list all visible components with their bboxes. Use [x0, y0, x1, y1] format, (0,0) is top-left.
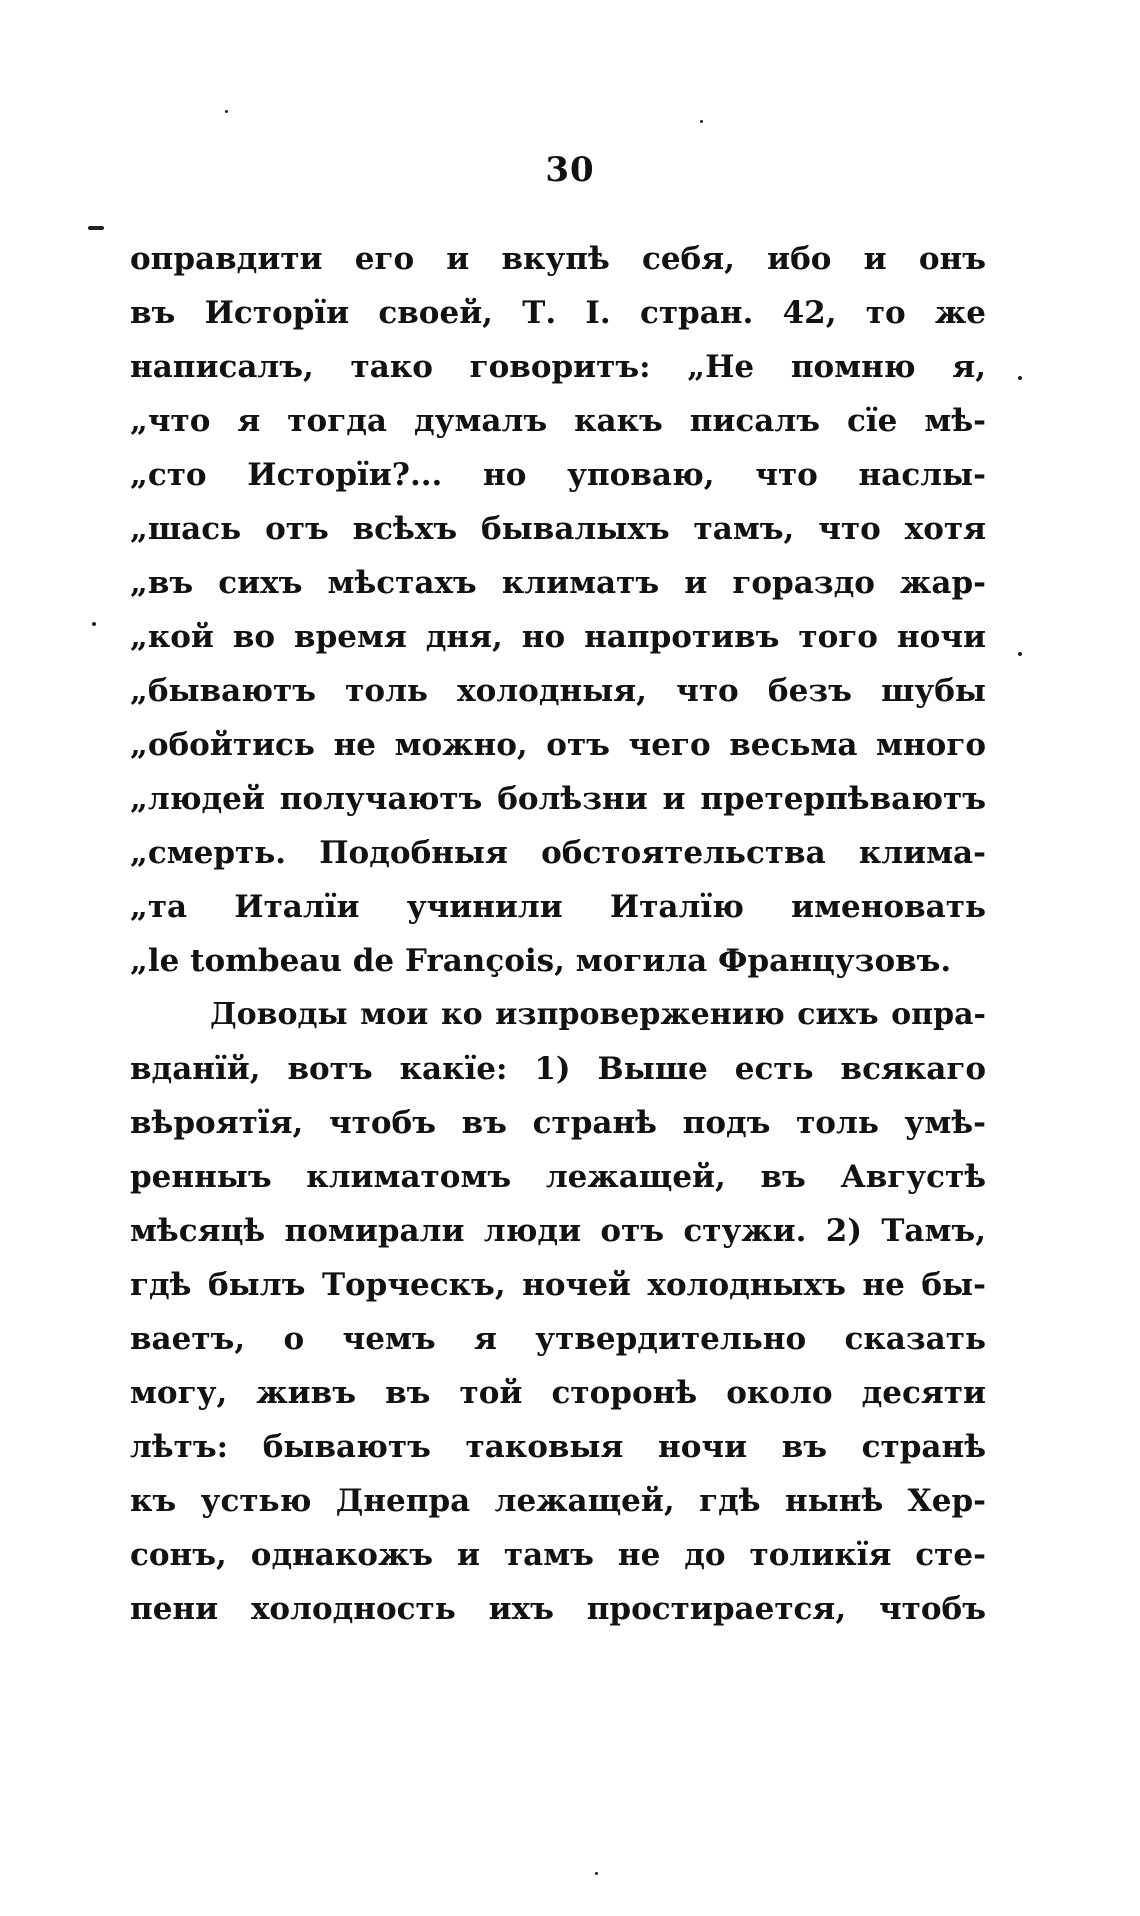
speck-mark	[700, 120, 703, 123]
text-line: „та Италїи учинили Италїю именовать	[130, 889, 986, 925]
paragraph-first-line: Доводы мои ко изпровержению сихъ опра-	[210, 997, 986, 1032]
text-line: „смерть. Подобныя обстоятельства клима-	[130, 835, 986, 871]
body-text	[130, 232, 986, 1636]
text-line: „людей получаютъ болѣзни и претерпѣваютъ	[130, 781, 986, 817]
text-line: пени холодность ихъ простирается, чтобъ	[130, 1591, 986, 1627]
text-line: „кой во время дня, но напротивъ того ночи	[130, 619, 986, 655]
text-line: къ устью Днепра лежащей, гдѣ нынѣ Хер-	[130, 1483, 986, 1519]
text-line: сонъ, однакожъ и тамъ не до толикїя сте-	[130, 1537, 986, 1573]
text-line: „le tombeau de François, могила Французовъ.	[130, 943, 952, 979]
text-line: ваетъ, о чемъ я утвердительно сказать	[130, 1321, 986, 1357]
text-line: „обойтись не можно, отъ чего весьма много	[130, 727, 986, 763]
text-line: могу, живъ въ той сторонѣ около десяти	[130, 1375, 986, 1411]
text-line: написалъ, тако говоритъ: „Не помню я,	[130, 349, 986, 385]
text-line: лѣтъ: бываютъ таковыя ночи въ странѣ	[130, 1429, 986, 1465]
text-line: ренныъ климатомъ лежащей, въ Августѣ	[130, 1159, 986, 1195]
text-line: гдѣ былъ Торческъ, ночей холодныхъ не бы-	[130, 1267, 986, 1303]
text-line: вданїй, вотъ какїе: 1) Выше есть всякаго	[130, 1051, 986, 1087]
text-line: „бываютъ толь холодныя, что безъ шубы	[130, 673, 986, 709]
speck-mark	[595, 1872, 598, 1875]
text-line: въ Исторїи своей, Т. I. стран. 42, то же	[130, 295, 986, 331]
speck-mark	[225, 110, 228, 113]
speck-mark	[1018, 652, 1022, 656]
text-line: „шась отъ всѣхъ бывалыхъ тамъ, что хотя	[130, 511, 986, 547]
text-line: вѣроятїя, чтобъ въ странѣ подъ толь умѣ-	[130, 1105, 986, 1141]
speck-mark	[88, 226, 104, 230]
text-line: оправдити его и вкупѣ себя, ибо и онъ	[130, 241, 986, 277]
speck-mark	[92, 622, 96, 626]
speck-mark	[1018, 376, 1022, 380]
text-line: мѣсяцѣ помирали люди отъ стужи. 2) Тамъ,	[130, 1213, 986, 1249]
text-line: „въ сихъ мѣстахъ климатъ и гораздо жар-	[130, 565, 986, 601]
text-line: „сто Исторїи?... но уповаю, что наслы-	[130, 457, 986, 493]
page-number: 30	[545, 150, 595, 190]
text-line: „что я тогда думалъ какъ писалъ сїе мѣ-	[130, 403, 986, 439]
